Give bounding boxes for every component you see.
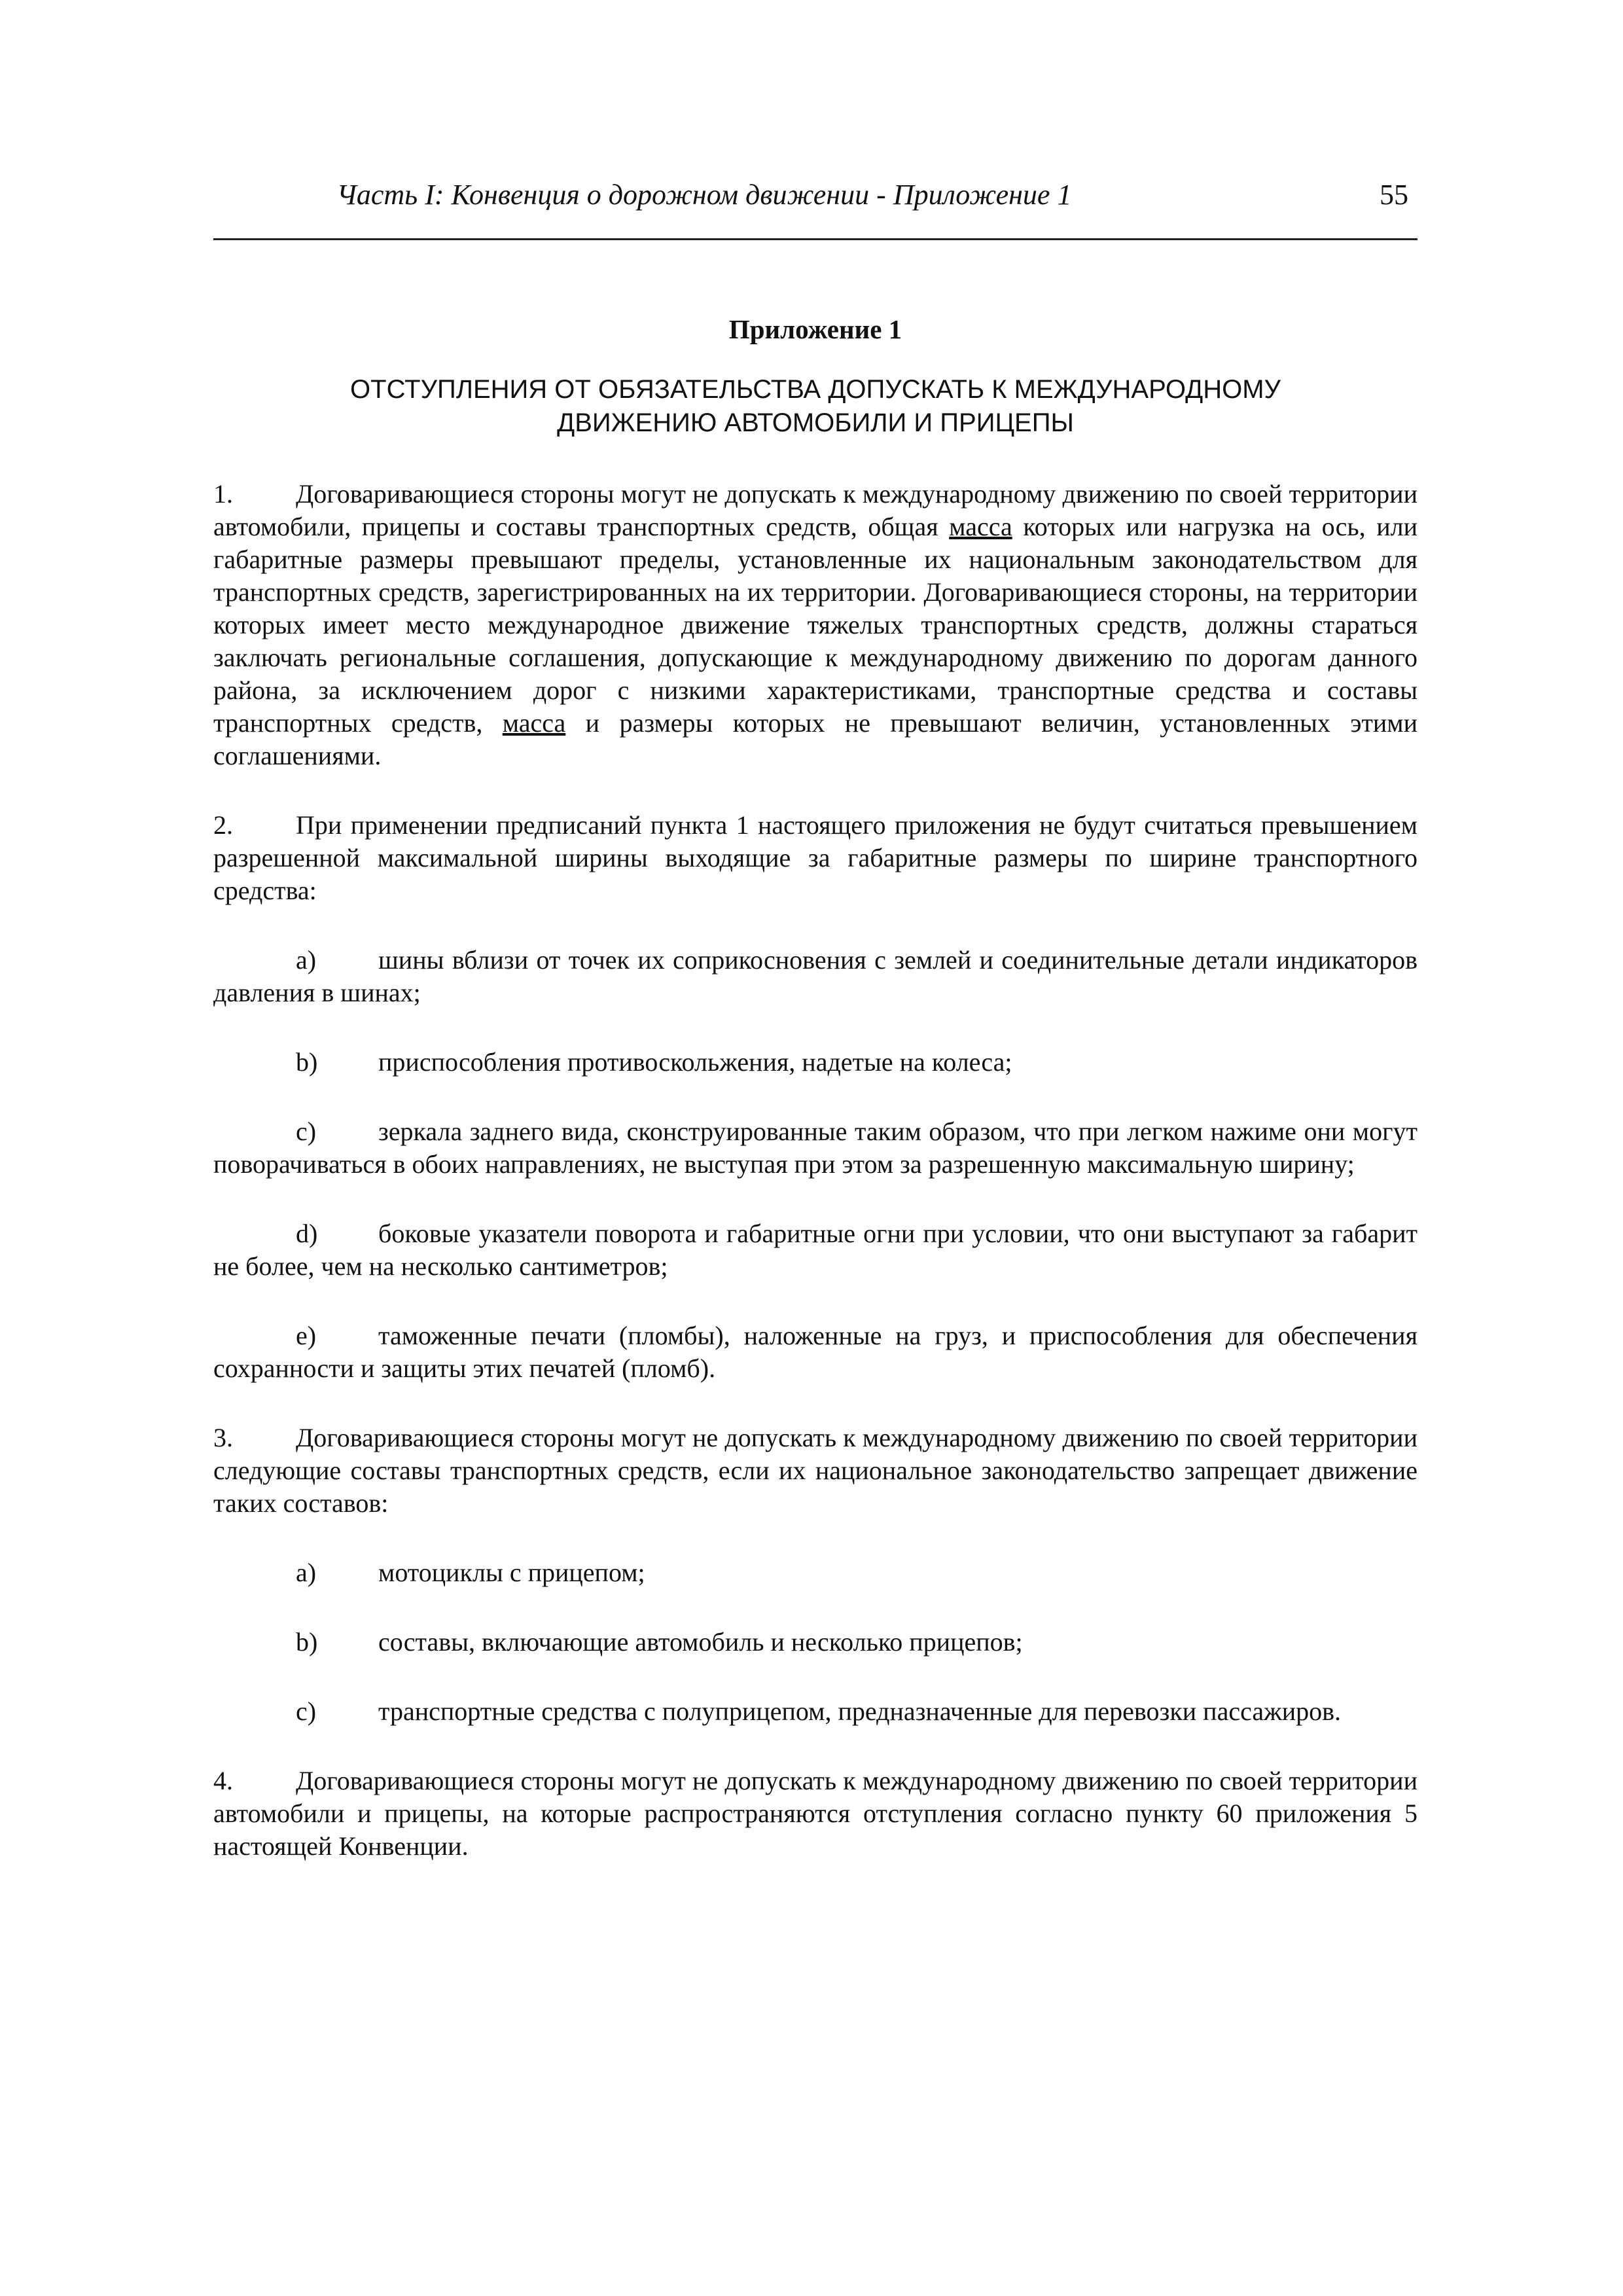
- subitem-text: приспособления противоскольжения, надетые на колеса;: [378, 1047, 1012, 1077]
- annex-heading-line-1: ОТСТУПЛЕНИЯ ОТ ОБЯЗАТЕЛЬСТВА ДОПУСКАТЬ К МЕЖДУНАРОДНОМУ: [350, 375, 1281, 404]
- subitem-text: шины вблизи от точек их соприкосновения с землей и соединительные детали индикаторов давления в шинах;: [213, 945, 1418, 1007]
- running-header-title: Часть I: Конвенция о дорожном движении - Приложение 1: [336, 179, 1072, 211]
- subitem-2c: [213, 1115, 1418, 1181]
- subitem-text: боковые указатели поворота и габаритные огни при условии, что они выступают за габарит не более, чем на несколько сантиметров;: [213, 1219, 1418, 1281]
- subitem-text: мотоциклы с прицепом;: [378, 1558, 645, 1587]
- subitem-text: таможенные печати (пломбы), наложенные на груз, и приспособления для обеспечения сохранности и защиты этих печатей (пломб).: [213, 1321, 1418, 1383]
- subitem-text: составы, включающие автомобиль и несколько прицепов;: [378, 1627, 1023, 1657]
- subitem-letter: c): [296, 1696, 317, 1726]
- paragraph-text: которых или нагрузка на ось, или габаритные размеры превышают пределы, установленные их национальным законодательством для транспортных средств, зарегистрированных на их территории. Договаривающиеся стороны, на территории которых имеет место международное движение тяжелых транспортных средств, должны стараться заключать региональные соглашения, допускающие к международному движению по дорогам данного района, за исключением дорог с низкими характеристиками, транспортные средства и составы транспортных средств,: [213, 512, 1418, 738]
- subitem-letter: b): [296, 1047, 318, 1077]
- document-body: [213, 313, 1418, 1899]
- underlined-term: масса: [949, 512, 1012, 541]
- subitem-2d: [213, 1217, 1418, 1283]
- annex-heading-line-2: ДВИЖЕНИЮ АВТОМОБИЛИ И ПРИЦЕПЫ: [557, 408, 1074, 437]
- subitem-2a: [213, 944, 1418, 1009]
- paragraph-1: [213, 478, 1418, 772]
- subitem-2b: [213, 1046, 1418, 1079]
- subitem-letter: c): [296, 1117, 317, 1146]
- subitem-letter: e): [296, 1321, 317, 1350]
- paragraph-number: 1.: [213, 479, 233, 509]
- subitem-letter: b): [296, 1627, 318, 1657]
- paragraph-text: При применении предписаний пункта 1 настоящего приложения не будут считаться превышением разрешенной максимальной ширины выходящие за габаритные размеры по ширине транспортного средства:: [213, 810, 1418, 905]
- subitem-2e: [213, 1319, 1418, 1385]
- subitem-letter: d): [296, 1219, 318, 1248]
- page-header: [213, 178, 1418, 212]
- paragraph-text: Договаривающиеся стороны могут не допускать к международному движению по своей территории следующие составы транспортных средств, если их национальное законодательство запрещает движение таких составов:: [213, 1423, 1418, 1518]
- paragraph-number: 3.: [213, 1423, 233, 1452]
- paragraph-number: 4.: [213, 1766, 233, 1795]
- page-number: 55: [1380, 179, 1408, 211]
- paragraph-number: 2.: [213, 810, 233, 840]
- paragraph-text: Договаривающиеся стороны могут не допускать к международному движению по своей территории автомобили, прицепы и составы транспортных средств, общая: [213, 479, 1418, 541]
- paragraph-text: и размеры которых не превышают величин, установленных этими соглашениями.: [213, 708, 1418, 770]
- paragraph-4: [213, 1765, 1418, 1863]
- subitem-letter: a): [296, 1558, 317, 1587]
- subitem-3b: [213, 1626, 1418, 1659]
- paragraph-3: [213, 1422, 1418, 1520]
- annex-title: Приложение 1: [728, 314, 902, 344]
- subitem-text: зеркала заднего вида, сконструированные таким образом, что при легком нажиме они могут поворачиваться в обоих направлениях, не выступая при этом за разрешенную максимальную ширину;: [213, 1117, 1418, 1179]
- annex-heading: [213, 373, 1418, 440]
- underlined-term: масса: [502, 708, 566, 738]
- header-divider: [213, 238, 1418, 240]
- subitem-3a: [213, 1556, 1418, 1589]
- paragraph-2: [213, 809, 1418, 907]
- subitem-3c: [213, 1695, 1418, 1728]
- paragraph-text: Договаривающиеся стороны могут не допускать к международному движению по своей территории автомобили и прицепы, на которые распространяются отступления согласно пункту 60 приложения 5 настоящей Конвенции.: [213, 1766, 1418, 1861]
- subitem-text: транспортные средства с полуприцепом, предназначенные для перевозки пассажиров.: [378, 1696, 1342, 1726]
- subitem-letter: a): [296, 945, 317, 975]
